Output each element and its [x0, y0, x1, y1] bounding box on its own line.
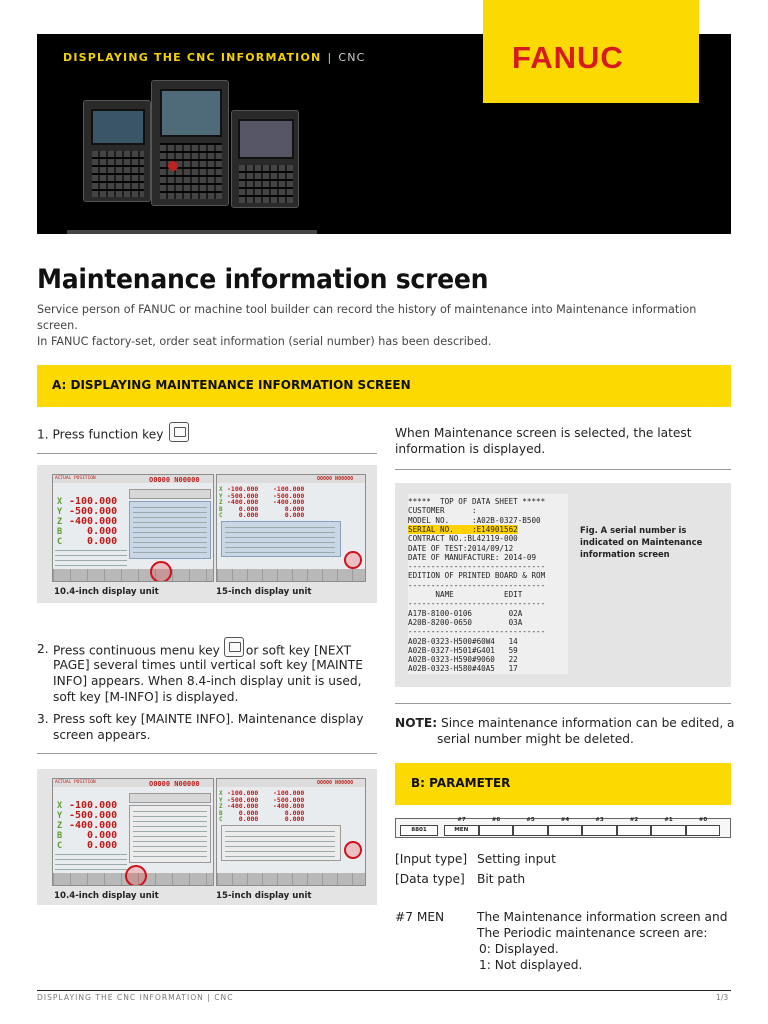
men-description: The Maintenance information screen and The Periodic maintenance screen are: 0: Displayed. 1: Not displayed. [477, 909, 737, 973]
header-shelf [67, 230, 317, 234]
screen-15inch-1: O0000 N00000 X Y Z B C -100.000 -500.000 -400.000 0.000 0.000 -100.000 -500.000 -400.000 0.000 0.000 [216, 474, 366, 582]
bit-label: #3 [595, 817, 604, 823]
function-key-icon [169, 422, 189, 442]
step-2: 2. Press continuous menu key or soft key [NEXT PAGE] several times until vertical soft key [MAINTE INFO] appears. When 8.4-inch display unit is used, soft key [M-INFO] is displayed. [37, 641, 377, 705]
footer-left: DISPLAYING THE CNC INFORMATION | CNC [37, 993, 234, 1002]
intro-line-2: In FANUC factory-set, order seat information (serial number) has been described. [37, 335, 492, 348]
bit-label: #6 [491, 817, 501, 823]
divider-left-2 [37, 753, 377, 754]
bit-cell [651, 825, 686, 836]
screen-10inch-2: ACTUAL POSITION O0000 N00000 X Y Z B C -100.000 -500.000 -400.000 0.000 0.000 [52, 778, 214, 886]
param-number: 8801 [400, 825, 438, 836]
bit-cell [617, 825, 652, 836]
input-type-label: [Input type] [395, 852, 468, 866]
divider-left-1 [37, 453, 377, 454]
datasheet-line: CUSTOMER : [408, 506, 477, 516]
step-3: 3. Press soft key [MAINTE INFO]. Maintenance display screen appears. [37, 712, 364, 742]
continuous-menu-key-icon [224, 637, 244, 657]
page-title: Maintenance information screen [37, 264, 489, 295]
datasheet-line: ------------------------------ [408, 580, 546, 590]
step-1 [37, 425, 189, 445]
datasheet-line: A17B-8100-0106 02A [408, 608, 523, 618]
bit-cell [548, 825, 583, 836]
datasheet-line: A02B-0323-H500#60W4 14 [408, 636, 518, 646]
divider-right-2 [395, 703, 731, 704]
data-type-value: Bit path [477, 872, 526, 886]
kicker-sub: CNC [338, 51, 366, 64]
bit-cell [582, 825, 617, 836]
data-type-label: [Data type] [395, 872, 465, 886]
datasheet-line: CONTRACT NO.:BL42119-000 [408, 534, 518, 544]
cnc-unit-photo-right [231, 110, 299, 208]
datasheet-line: ------------------------------ [408, 627, 546, 637]
datasheet-line: SERIAL NO. :E14901562 [408, 524, 518, 534]
intro-text [37, 302, 737, 350]
bit-cell [479, 825, 514, 836]
caption-10inch-1: 10.4-inch display unit [54, 587, 159, 597]
option-0: 0: Displayed. [479, 942, 559, 956]
caption-10inch-2: 10.4-inch display unit [54, 891, 159, 901]
input-type-value: Setting input [477, 852, 556, 866]
highlight-circle [344, 841, 362, 859]
screenshot-panel-2 [37, 769, 377, 905]
caption-15inch-1: 15-inch display unit [216, 587, 312, 597]
datasheet-line: MODEL NO. :A02B-0327-B500 [408, 515, 541, 525]
section-b-heading: B: PARAMETER [411, 776, 511, 790]
highlight-circle [150, 561, 172, 582]
datasheet-line: ------------------------------ [408, 599, 546, 609]
datasheet-line: A02B-0323-H590#9060 22 [408, 655, 518, 665]
highlight-circle [344, 551, 362, 569]
datasheet-line: A20B-8200-0650 03A [408, 617, 523, 627]
bit-label: #7 [457, 817, 466, 823]
datasheet-line: ***** TOP OF DATA SHEET ***** [408, 497, 546, 506]
bit-label: #5 [526, 817, 535, 823]
datasheet-line: ------------------------------ [408, 562, 546, 572]
bit-cell [686, 825, 721, 836]
bit-cell [513, 825, 548, 836]
option-1: 1: Not displayed. [479, 958, 583, 972]
fanuc-logo: FANUC [512, 40, 624, 75]
data-sheet-screen [408, 494, 568, 674]
bit-cell: MEN [444, 825, 479, 836]
section-a-heading: A: DISPLAYING MAINTENANCE INFORMATION SCREEN [52, 378, 411, 392]
header-kicker: DISPLAYING THE CNC INFORMATION | CNC [63, 51, 366, 64]
datasheet-line: DATE OF TEST:2014/09/12 [408, 543, 514, 553]
datasheet-line: DATE OF MANUFACTURE: 2014-09 [408, 552, 537, 562]
right-intro: When Maintenance screen is selected, the latest information is displayed. [395, 426, 692, 456]
footer-rule [37, 990, 731, 991]
intro-line-1: Service person of FANUC or machine tool builder can record the history of maintenance into Maintenance information screen. [37, 303, 697, 332]
note: NOTE: Since maintenance information can be edited, a serial number might be deleted. [395, 716, 735, 746]
men-label: #7 MEN [395, 910, 445, 924]
figure-caption: Fig. A serial number is indicated on Maintenance information screen [580, 525, 703, 559]
divider-right-1 [395, 469, 731, 470]
cnc-unit-photo-center [151, 80, 229, 206]
bit-label: #0 [698, 817, 708, 823]
bit-label: #4 [560, 817, 570, 823]
caption-15inch-2: 15-inch display unit [216, 891, 312, 901]
datasheet-line: NAME EDIT [408, 590, 523, 599]
note-label: NOTE: [395, 716, 438, 730]
bit-label: #2 [629, 817, 639, 823]
screen-15inch-2: O0000 N00000 X Y Z B C -100.000 -500.000 -400.000 0.000 0.000 -100.000 -500.000 -400.000 0.000 0.000 [216, 778, 366, 886]
datasheet-line: A02B-0323-H580#40A5 17 [408, 664, 518, 674]
page-number: 1/3 [716, 993, 729, 1002]
bit-label: #1 [664, 817, 673, 823]
kicker-text: DISPLAYING THE CNC INFORMATION [63, 51, 322, 64]
parameter-table [395, 818, 731, 838]
step-1-text: 1. Press function key [37, 427, 164, 442]
highlight-circle [125, 865, 147, 886]
screen-10inch-1: ACTUAL POSITION O0000 N00000 X Y Z B C -100.000 -500.000 -400.000 0.000 0.000 [52, 474, 214, 582]
datasheet-line: A02B-0327-H501#G401 59 [408, 645, 518, 655]
cnc-unit-photo-left [83, 100, 151, 202]
datasheet-line: EDITION OF PRINTED BOARD & ROM [408, 571, 546, 581]
screenshot-panel-1 [37, 465, 377, 603]
